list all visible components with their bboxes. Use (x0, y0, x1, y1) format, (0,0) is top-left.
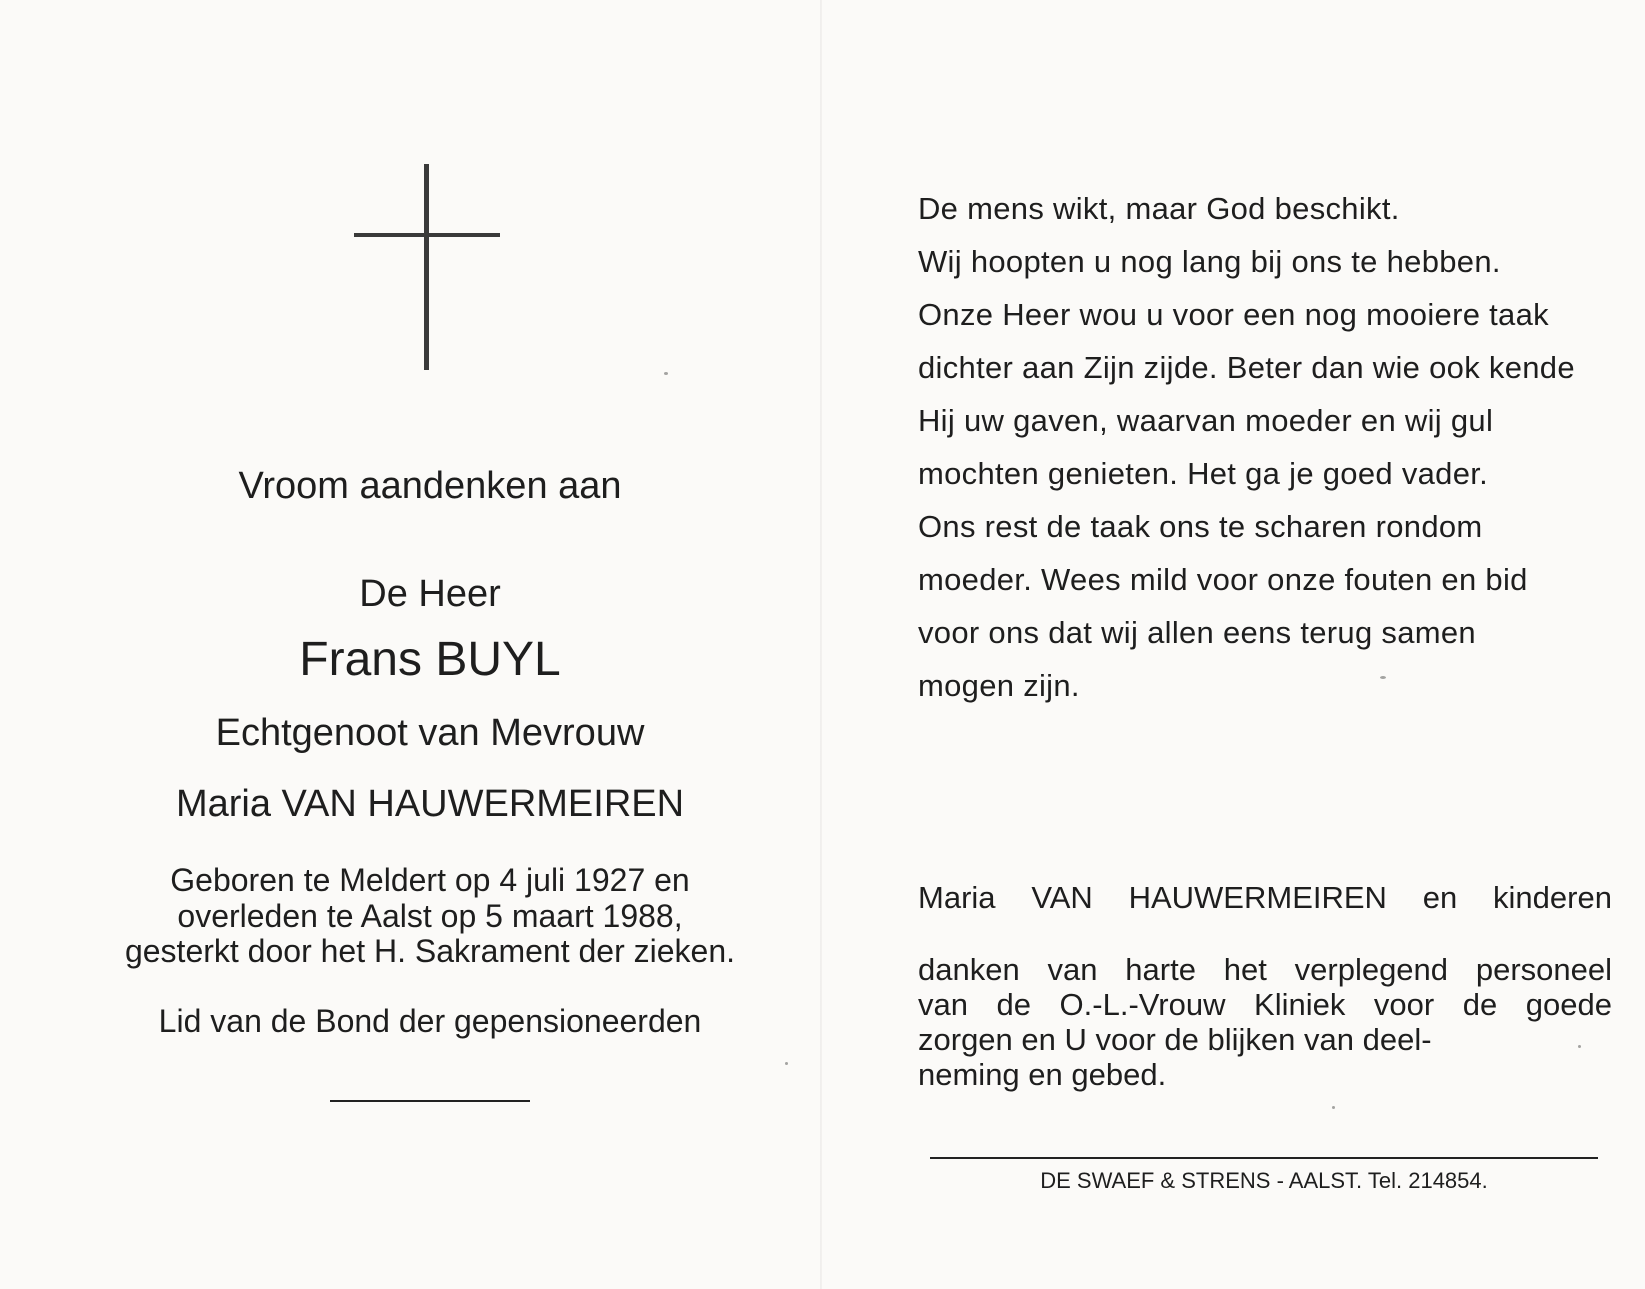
thanks-word: HAUWERMEIREN (1128, 880, 1387, 915)
death-text: overleden te Aalst op 5 maart 1988, (177, 898, 683, 934)
thanks-word: en (1422, 880, 1458, 915)
poem-line: voor ons dat wij allen eens terug samen (918, 615, 1476, 650)
thanks-word: VAN (1031, 880, 1093, 915)
poem-line: Ons rest de taak ons te scharen rondom (918, 509, 1483, 544)
poem-line: Wij hoopten u nog lang bij ons te hebben. (918, 244, 1501, 279)
paper-speck (1578, 1045, 1581, 1048)
thanks-line: danken van harte het verplegend personeel (918, 952, 1612, 987)
thanks-line: zorgen en U voor de blijken van deel- (918, 1022, 1432, 1057)
honorific: De Heer (359, 573, 501, 615)
divider (930, 1157, 1598, 1159)
divider (330, 1100, 530, 1102)
paper-speck (1380, 676, 1386, 679)
left-page (90, 0, 770, 1289)
spouse-name: Maria VAN HAUWERMEIREN (175, 783, 685, 825)
thanks-word: Maria (918, 880, 996, 915)
membership-text: Lid van de Bond der gepensioneerden (158, 1003, 702, 1039)
thanks-line: neming en gebed. (918, 1057, 1167, 1092)
thanks-line: van de O.-L.-Vrouw Kliniek voor de goede (918, 987, 1612, 1022)
poem-line: moeder. Wees mild voor onze fouten en bid (918, 562, 1528, 597)
poem-line: dichter aan Zijn zijde. Beter dan wie ook kende (918, 350, 1575, 385)
right-page (918, 0, 1618, 1289)
poem-line: mochten genieten. Het ga je goed vader. (918, 456, 1489, 491)
poem-line: De mens wikt, maar God beschikt. (918, 191, 1400, 226)
spouse-line: Echtgenoot van Mevrouw (215, 712, 645, 754)
poem-line: Hij uw gaven, waarvan moeder en wij gul (918, 403, 1494, 438)
birth-text: Geboren te Meldert op 4 juli 1927 en (170, 862, 690, 898)
poem-line: mogen zijn. (918, 668, 1080, 703)
paper-speck (1332, 1106, 1335, 1109)
intro-text: Vroom aandenken aan (238, 465, 622, 507)
paper-speck (664, 372, 668, 375)
sacrament-text: gesterkt door het H. Sakrament der zieken. (124, 933, 736, 969)
thanks-word: kinderen (1493, 880, 1612, 915)
thanks-from (918, 880, 1612, 916)
printer-imprint: DE SWAEF & STRENS - AALST. Tel. 214854. (1040, 1168, 1488, 1193)
paper-speck (785, 1062, 788, 1065)
cross-icon (350, 162, 510, 372)
card-fold (820, 0, 822, 1289)
deceased-name: Frans BUYL (299, 633, 561, 686)
poem-line: Onze Heer wou u voor een nog mooiere taak (918, 297, 1549, 332)
